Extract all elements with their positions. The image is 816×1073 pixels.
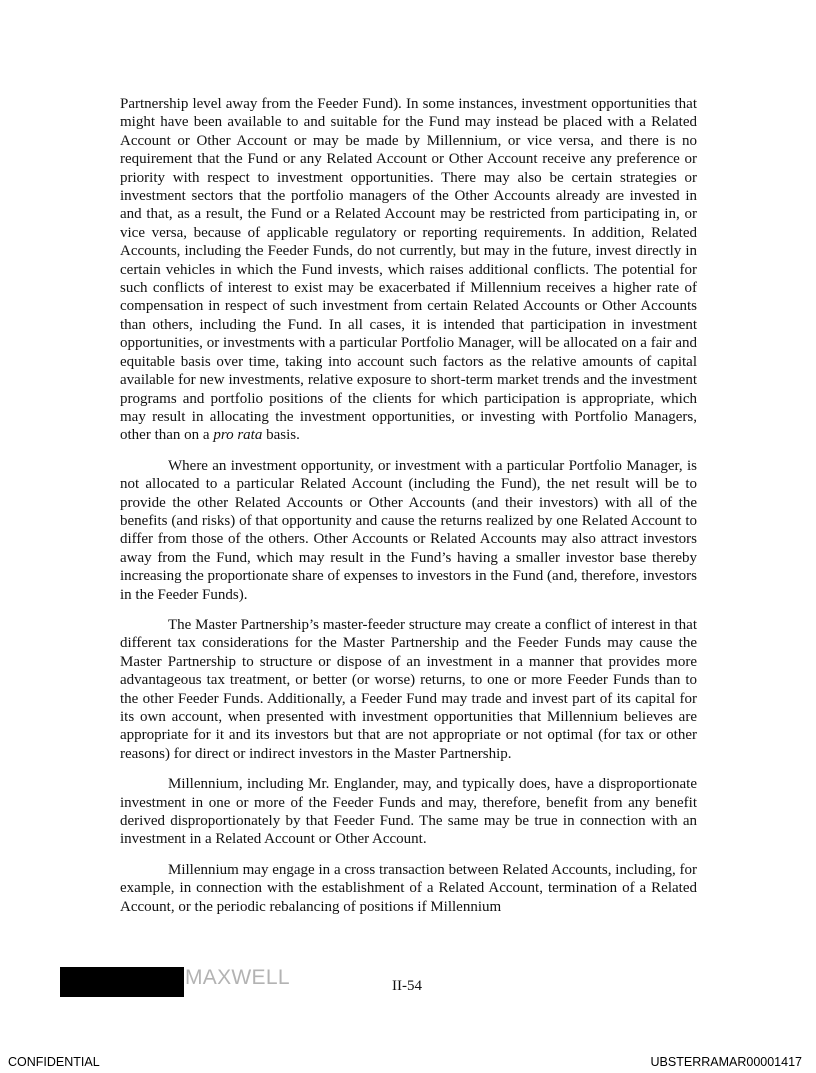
italic-term: pro rata bbox=[213, 427, 263, 444]
paragraph-disproportionate-investment: Millennium, including Mr. Englander, may, and typically does, have a disproportionate investment in one or more of the Feeder Funds and may, therefore, benefit from any benefit derived disproportionately by that Feeder Fund. The same may be true in connection with an investment in a Related Account or Other Account. bbox=[120, 776, 697, 848]
bates-stamp: MAXWELL bbox=[185, 966, 290, 989]
paragraph-allocation: Partnership level away from the Feeder Fund). In some instances, investment opportunities that might have been available to and suitable for the Fund may instead be placed with a Related Account or Other Account or may be made by Millennium, or vice versa, and there is no requirement that the Fund or any Related Account or Other Account receive any preference or priority with respect to investment opportunities. There may also be certain strategies or investment sectors that the portfolio managers of the Other Accounts already are invested in and that, as a result, the Fund or a Related Account may be restricted from participating in, or vice versa, because of applicable regulatory or reporting requirements. In addition, Related Accounts, including the Feeder Funds, do not currently, but may in the future, invest directly in certain vehicles in which the Fund invests, which raises additional conflicts. The potential for such conflicts of interest to exist may be exacerbated if Millennium receives a higher rate of compensation in respect of such investment from certain Related Accounts or Other Accounts than others, including the Fund. In all cases, it is intended that participation in investment opportunities, or investments with a particular Portfolio Manager, will be allocated on a fair and equitable basis over time, taking into account such factors as the relative amounts of capital available for new investments, relative exposure to short-term market trends and the investment programs and portfolio positions of the clients for which participation is appropriate, which may result in allocating the investment opportunities, or investing with Portfolio Managers, other than on a pro rata basis. bbox=[120, 96, 697, 444]
paragraph-master-feeder: The Master Partnership’s master-feeder structure may create a conflict of interest in that different tax considerations for the Master Partnership and the Feeder Funds may cause the Master Partnership to structure or dispose of an investment in a manner that provides more advantageous tax treatment, or better (or worse) returns, to one or more Feeder Funds than to the other Feeder Funds. Additionally, a Feeder Fund may trade and invest part of its capital for its own account, when presented with investment opportunities that Millennium believes are appropriate for it and its investors but that are not appropriate or not optimal (for tax or other reasons) for direct or indirect investors in the Master Partnership. bbox=[120, 616, 697, 762]
redaction-box bbox=[60, 967, 184, 997]
paragraph-unallocated-opportunity: Where an investment opportunity, or investment with a particular Portfolio Manager, is not allocated to a particular Related Account (including the Fund), the net result will be to provide the other Related Accounts or Other Accounts (and their investors) with all of the benefits (and risks) of that opportunity and cause the returns realized by one Related Account to differ from those of the others. Other Accounts or Related Accounts may also attract investors away from the Fund, which may result in the Fund’s having a smaller investor base thereby increasing the proportionate share of expenses to investors in the Fund (and, therefore, investors in the Feeder Funds). bbox=[120, 457, 697, 603]
document-body bbox=[120, 95, 697, 928]
paragraph-cross-transaction: Millennium may engage in a cross transaction between Related Accounts, including, for example, in connection with the establishment of a Related Account, termination of a Related Account, or the periodic rebalancing of positions if Millennium bbox=[120, 861, 697, 915]
confidential-label: CONFIDENTIAL bbox=[8, 1055, 100, 1069]
bates-number: UBSTERRAMAR00001417 bbox=[650, 1055, 802, 1069]
page-number: II-54 bbox=[392, 978, 422, 994]
